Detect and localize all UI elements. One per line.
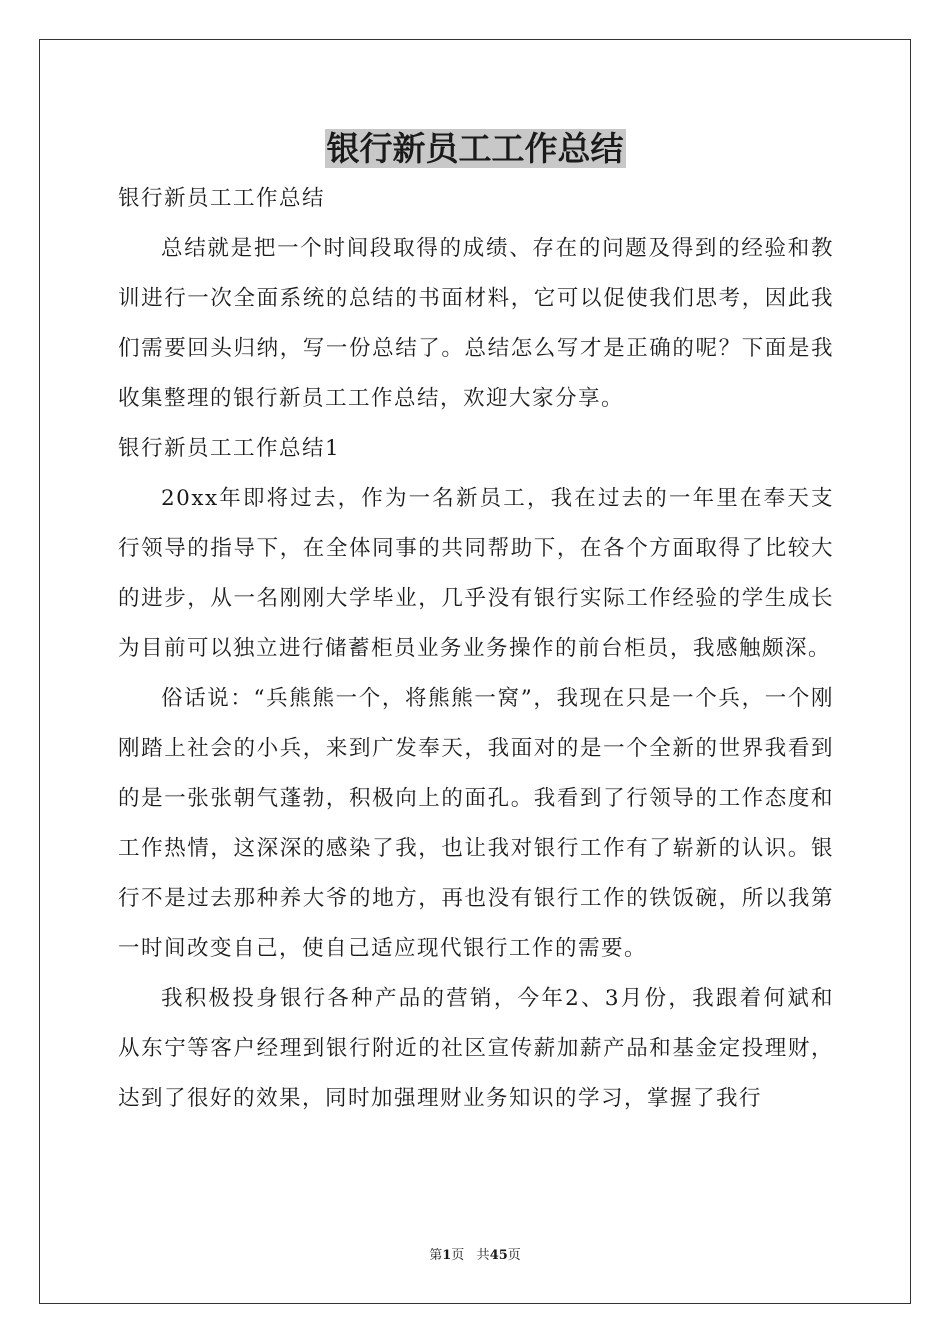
page-number: 1 <box>442 1248 452 1263</box>
body-paragraph-1: 20xx年即将过去，作为一名新员工，我在过去的一年里在奉天支行领导的指导下，在全体同事的共同帮助下，在各个方面取得了比较大的进步，从一名刚刚大学毕业，几乎没有银行实际工作经验的学生成长为目前可以独立进行储蓄柜员业务业务操作的前台柜员，我感触颇深。 <box>118 486 834 661</box>
document-title <box>0 126 950 172</box>
page-footer <box>0 1246 950 1266</box>
total-prefix: 共 <box>476 1248 490 1263</box>
document-body <box>118 174 834 1124</box>
total-pages: 45 <box>489 1248 508 1263</box>
page-suffix: 页 <box>451 1248 465 1263</box>
total-suffix: 页 <box>507 1248 521 1263</box>
section-heading: 银行新员工工作总结1 <box>118 436 341 461</box>
body-paragraph-3: 我积极投身银行各种产品的营销，今年2、3月份，我跟着何斌和从东宁等客户经理到银行附近的社区宣传薪加薪产品和基金定投理财，达到了很好的效果，同时加强理财业务知识的学习，掌握了我行 <box>118 986 834 1111</box>
body-paragraph-2: 俗话说：“兵熊熊一个，将熊熊一窝”，我现在只是一个兵，一个刚刚踏上社会的小兵，来到广发奉天，我面对的是一个全新的世界我看到的是一张张朝气蓬勃，积极向上的面孔。我看到了行领导的工作态度和工作热情，这深深的感染了我，也让我对银行工作有了崭新的认识。银行不是过去那种养大爷的地方，再也没有银行工作的铁饭碗，所以我第一时间改变自己，使自己适应现代银行工作的需要。 <box>118 686 834 961</box>
document-subtitle: 银行新员工工作总结 <box>118 186 326 211</box>
page-prefix: 第 <box>429 1248 443 1263</box>
intro-paragraph: 总结就是把一个时间段取得的成绩、存在的问题及得到的经验和教训进行一次全面系统的总结的书面材料，它可以促使我们思考，因此我们需要回头归纳，写一份总结了。总结怎么写才是正确的呢？下面是我收集整理的银行新员工工作总结，欢迎大家分享。 <box>118 236 834 411</box>
document-title-text: 银行新员工工作总结 <box>326 129 624 168</box>
